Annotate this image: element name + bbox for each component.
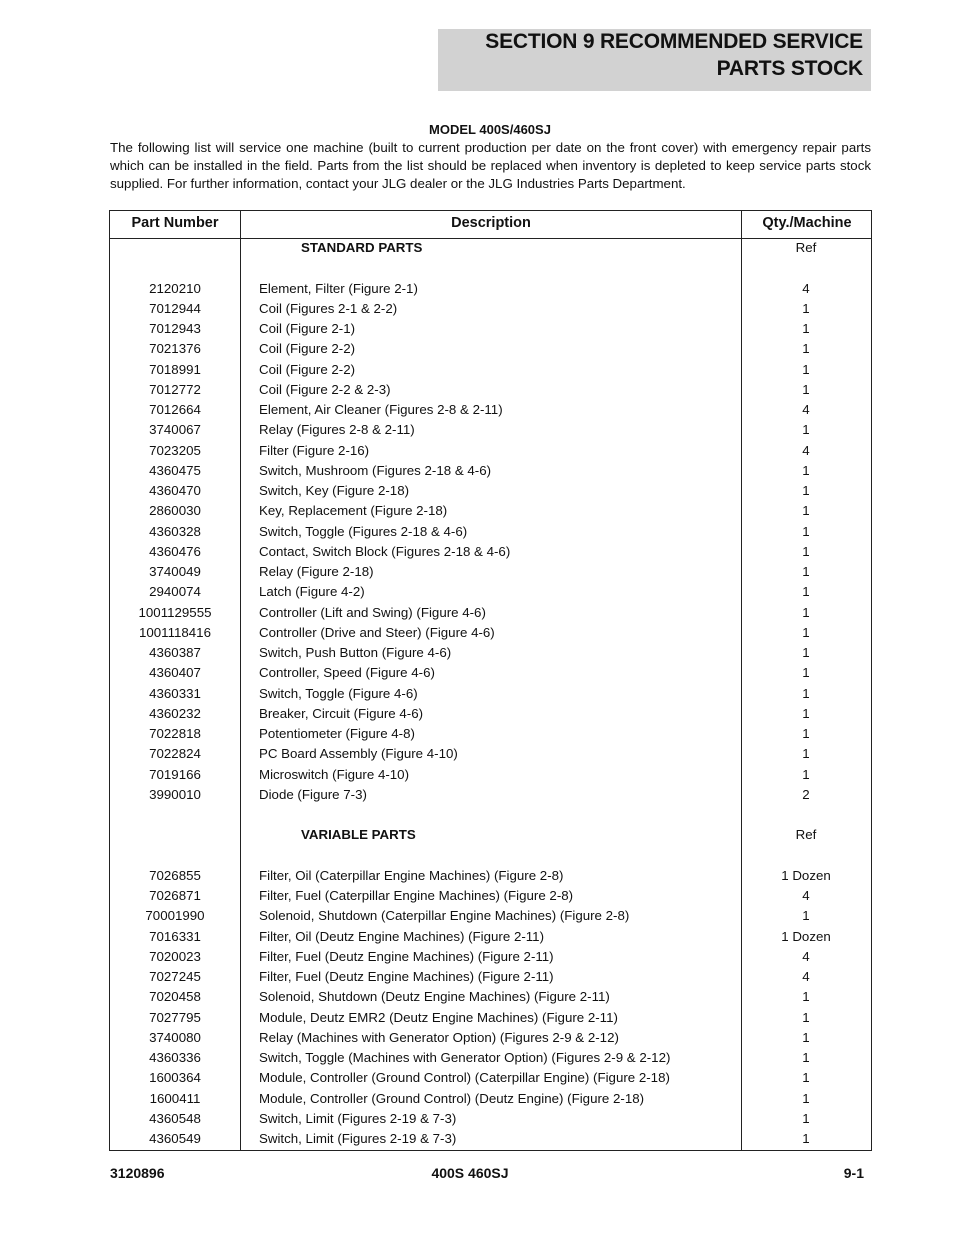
qty-cell: 1 (802, 766, 810, 782)
description-cell: Filter (Figure 2-16) (259, 442, 370, 458)
table-body (110, 239, 871, 1150)
part-number-cell: 7022824 (149, 746, 201, 762)
part-number-cell: 7012943 (149, 321, 201, 336)
table-row (110, 887, 871, 907)
description-cell: Coil (Figures 2-1 & 2-2) (259, 300, 398, 316)
table-row (110, 259, 871, 279)
description-cell: Breaker, Circuit (Figure 4-6) (259, 705, 424, 721)
model-title: MODEL 400S/460SJ (429, 122, 551, 137)
footer-page-number: 9-1 (843, 1165, 864, 1181)
part-number-cell: 4360232 (149, 705, 201, 721)
description-cell: Coil (Figure 2-2) (259, 361, 356, 377)
part-number-cell: 2120210 (149, 280, 201, 296)
qty-cell: 1 (802, 624, 810, 640)
part-number-cell: 7027245 (149, 969, 201, 984)
part-number-cell: 1600364 (149, 1070, 201, 1086)
part-number-cell: 7019166 (149, 766, 201, 782)
qty-cell: 1 (802, 685, 810, 701)
table-row (110, 867, 871, 887)
table-row (110, 705, 871, 725)
part-number-cell: 4360407 (149, 665, 201, 681)
table-row (110, 1130, 871, 1150)
table-row (110, 300, 871, 320)
table-row (110, 401, 871, 421)
footer-doc-number: 3120896 (110, 1165, 165, 1181)
description-cell: Switch, Limit (Figures 2-19 & 7-3) (259, 1110, 457, 1126)
description-cell: Coil (Figure 2-2 & 2-3) (259, 381, 391, 397)
description-cell: Coil (Figure 2-2) (259, 341, 356, 357)
table-row (110, 786, 871, 806)
qty-cell: 1 (802, 483, 810, 498)
table-row (110, 563, 871, 583)
description-cell: Switch, Toggle (Machines with Generator Option) (Figures 2-9 & 2-12) (259, 1050, 671, 1065)
table-row (110, 826, 871, 846)
description-cell: Relay (Machines with Generator Option) (Figures 2-9 & 2-12) (259, 1029, 619, 1045)
table-row (110, 685, 871, 705)
footer-model: 400S 460SJ (431, 1165, 509, 1181)
description-cell: Module, Controller (Ground Control) (Deutz Engine) (Figure 2-18) (259, 1090, 645, 1106)
description-cell: Switch, Toggle (Figure 4-6) (259, 685, 418, 701)
table-row (110, 1090, 871, 1110)
description-cell: Potentiometer (Figure 4-8) (259, 726, 415, 741)
description-cell: Controller, Speed (Figure 4-6) (259, 665, 435, 681)
part-number-cell: 4360548 (149, 1110, 201, 1126)
part-number-cell: 3740067 (149, 422, 201, 438)
qty-cell: Ref (795, 240, 817, 255)
description-cell: Element, Filter (Figure 2-1) (259, 280, 418, 296)
section-title-line-2: PARTS STOCK (716, 57, 863, 80)
part-number-cell: 4360387 (149, 645, 201, 660)
part-number-cell: 7020023 (149, 948, 201, 964)
table-row (110, 664, 871, 684)
table-row (110, 421, 871, 441)
qty-cell: 4 (802, 280, 810, 296)
qty-cell: 1 (802, 726, 810, 741)
part-number-cell: 70001990 (145, 908, 205, 924)
description-cell: Controller (Lift and Swing) (Figure 4-6) (259, 604, 486, 620)
part-number-cell: 7018991 (149, 361, 201, 377)
part-number-cell: 3740080 (149, 1029, 201, 1045)
part-number-cell: 4360476 (149, 543, 201, 559)
qty-cell: 4 (802, 402, 810, 417)
part-number-cell: 1600411 (149, 1090, 201, 1106)
header-qty: Qty./Machine (762, 215, 852, 231)
description-cell: Solenoid, Shutdown (Deutz Engine Machines) (Figure 2-11) (259, 989, 610, 1005)
table-row (110, 361, 871, 381)
table-row (110, 381, 871, 401)
table-row (110, 523, 871, 543)
qty-cell: 1 (802, 989, 810, 1005)
table-row (110, 766, 871, 786)
description-cell: Switch, Mushroom (Figures 2-18 & 4-6) (259, 462, 492, 478)
table-row (110, 462, 871, 482)
description-cell: Filter, Fuel (Deutz Engine Machines) (Figure 2-11) (259, 948, 554, 964)
part-number-cell: 1001129555 (138, 604, 212, 620)
table-row (110, 543, 871, 563)
table-row (110, 280, 871, 300)
part-number-cell: 1001118416 (139, 624, 211, 640)
description-cell: Diode (Figure 7-3) (259, 786, 367, 802)
table-row (110, 624, 871, 644)
qty-cell: 1 (802, 321, 810, 336)
header-part-number: Part Number (131, 215, 219, 231)
table-row (110, 988, 871, 1008)
description-cell: Microswitch (Figure 4-10) (259, 766, 409, 782)
table-row (110, 583, 871, 603)
qty-cell: 1 (802, 584, 810, 600)
table-row (110, 239, 871, 259)
description-cell: Key, Replacement (Figure 2-18) (259, 503, 448, 519)
section-title-line-1: SECTION 9 RECOMMENDED SERVICE (485, 30, 863, 53)
qty-cell: 1 (802, 1009, 810, 1025)
header-description: Description (451, 215, 531, 231)
part-number-cell: 3740049 (149, 564, 201, 579)
qty-cell: 1 (802, 543, 810, 559)
description-cell: Module, Deutz EMR2 (Deutz Engine Machines) (Figure 2-11) (259, 1009, 618, 1025)
table-row (110, 928, 871, 948)
description-cell: Filter, Oil (Deutz Engine Machines) (Figure 2-11) (259, 928, 544, 944)
table-row (110, 1069, 871, 1089)
qty-cell: 1 (802, 1070, 810, 1086)
intro-paragraph: The following list will service one machine (built to current production per date on the front cover) with emergency repair parts which can be installed in the field. Parts from the list should be replaced when inventory is depleted to keep service parts stock supplied. For further information, contact your JLG dealer or the JLG Industries Parts Department. (110, 140, 871, 191)
part-number-cell: 7023205 (149, 442, 201, 458)
part-number-cell: 7016331 (149, 928, 201, 944)
part-number-cell: 7012772 (149, 381, 201, 397)
qty-cell: 4 (802, 888, 810, 903)
table-row (110, 502, 871, 522)
qty-cell: 1 (802, 422, 810, 438)
qty-cell: 1 (802, 381, 810, 397)
qty-cell: 1 (802, 341, 810, 357)
table-row (110, 806, 871, 826)
description-cell: Controller (Drive and Steer) (Figure 4-6) (259, 624, 495, 640)
table-row (110, 907, 871, 927)
part-number-cell: 7026855 (149, 867, 201, 883)
qty-cell: 1 (802, 1110, 810, 1126)
qty-cell: 1 (802, 523, 810, 539)
qty-cell: 1 Dozen (781, 867, 831, 883)
table-row (110, 725, 871, 745)
part-number-cell: 4360549 (149, 1131, 201, 1146)
part-number-cell: 3990010 (149, 786, 201, 802)
group-heading: VARIABLE PARTS (301, 827, 416, 843)
description-cell: Filter, Oil (Caterpillar Engine Machines) (Figure 2-8) (259, 867, 564, 883)
table-row (110, 320, 871, 340)
table-row (110, 1029, 871, 1049)
table-row (110, 948, 871, 968)
table-row (110, 340, 871, 360)
parts-table (109, 210, 872, 1151)
part-number-cell: 2940074 (149, 584, 201, 600)
description-cell: Filter, Fuel (Caterpillar Engine Machines) (Figure 2-8) (259, 888, 574, 903)
group-heading: STANDARD PARTS (301, 240, 423, 255)
table-row (110, 644, 871, 664)
qty-cell: 1 (802, 705, 810, 721)
description-cell: Relay (Figures 2-8 & 2-11) (259, 422, 415, 438)
qty-cell: 1 (802, 908, 810, 924)
part-number-cell: 7020458 (149, 989, 201, 1005)
description-cell: PC Board Assembly (Figure 4-10) (259, 746, 458, 762)
qty-cell: Ref (795, 827, 817, 843)
table-row (110, 604, 871, 624)
description-cell: Relay (Figure 2-18) (259, 564, 374, 579)
qty-cell: 1 (802, 746, 810, 762)
part-number-cell: 2860030 (149, 503, 201, 519)
part-number-cell: 4360331 (149, 685, 201, 701)
qty-cell: 1 (802, 645, 810, 660)
part-number-cell: 7012664 (149, 402, 201, 417)
description-cell: Element, Air Cleaner (Figures 2-8 & 2-11) (259, 402, 503, 417)
section-title-banner (438, 29, 871, 91)
qty-cell: 1 (802, 1090, 810, 1106)
table-row (110, 745, 871, 765)
part-number-cell: 7021376 (149, 341, 201, 357)
qty-cell: 1 (802, 300, 810, 316)
description-cell: Switch, Limit (Figures 2-19 & 7-3) (259, 1131, 457, 1146)
qty-cell: 1 (802, 1029, 810, 1045)
qty-cell: 4 (802, 442, 810, 458)
table-row (110, 1009, 871, 1029)
part-number-cell: 7026871 (149, 888, 201, 903)
table-row (110, 847, 871, 867)
qty-cell: 1 (802, 361, 810, 377)
table-row (110, 1049, 871, 1069)
table-row (110, 482, 871, 502)
qty-cell: 4 (802, 948, 810, 964)
description-cell: Switch, Push Button (Figure 4-6) (259, 645, 452, 660)
part-number-cell: 4360475 (149, 462, 201, 478)
part-number-cell: 7027795 (149, 1009, 201, 1025)
description-cell: Latch (Figure 4-2) (259, 584, 365, 600)
qty-cell: 1 (802, 564, 810, 579)
description-cell: Solenoid, Shutdown (Caterpillar Engine Machines) (Figure 2-8) (259, 908, 630, 924)
description-cell: Switch, Toggle (Figures 2-18 & 4-6) (259, 523, 468, 539)
description-cell: Switch, Key (Figure 2-18) (259, 483, 410, 498)
description-cell: Module, Controller (Ground Control) (Caterpillar Engine) (Figure 2-18) (259, 1070, 670, 1086)
description-cell: Coil (Figure 2-1) (259, 321, 356, 336)
qty-cell: 1 (802, 462, 810, 478)
table-row (110, 442, 871, 462)
table-row (110, 968, 871, 988)
qty-cell: 1 Dozen (781, 928, 831, 944)
part-number-cell: 4360328 (149, 523, 201, 539)
part-number-cell: 4360336 (149, 1050, 201, 1065)
table-row (110, 1110, 871, 1130)
qty-cell: 1 (802, 665, 810, 681)
qty-cell: 1 (802, 503, 810, 519)
description-cell: Contact, Switch Block (Figures 2-18 & 4-6) (259, 543, 511, 559)
qty-cell: 2 (802, 786, 810, 802)
part-number-cell: 7012944 (149, 300, 201, 316)
qty-cell: 1 (802, 1131, 810, 1146)
qty-cell: 4 (802, 969, 810, 984)
qty-cell: 1 (802, 604, 810, 620)
part-number-cell: 7022818 (149, 726, 201, 741)
part-number-cell: 4360470 (149, 483, 201, 498)
qty-cell: 1 (802, 1050, 810, 1065)
description-cell: Filter, Fuel (Deutz Engine Machines) (Figure 2-11) (259, 969, 554, 984)
